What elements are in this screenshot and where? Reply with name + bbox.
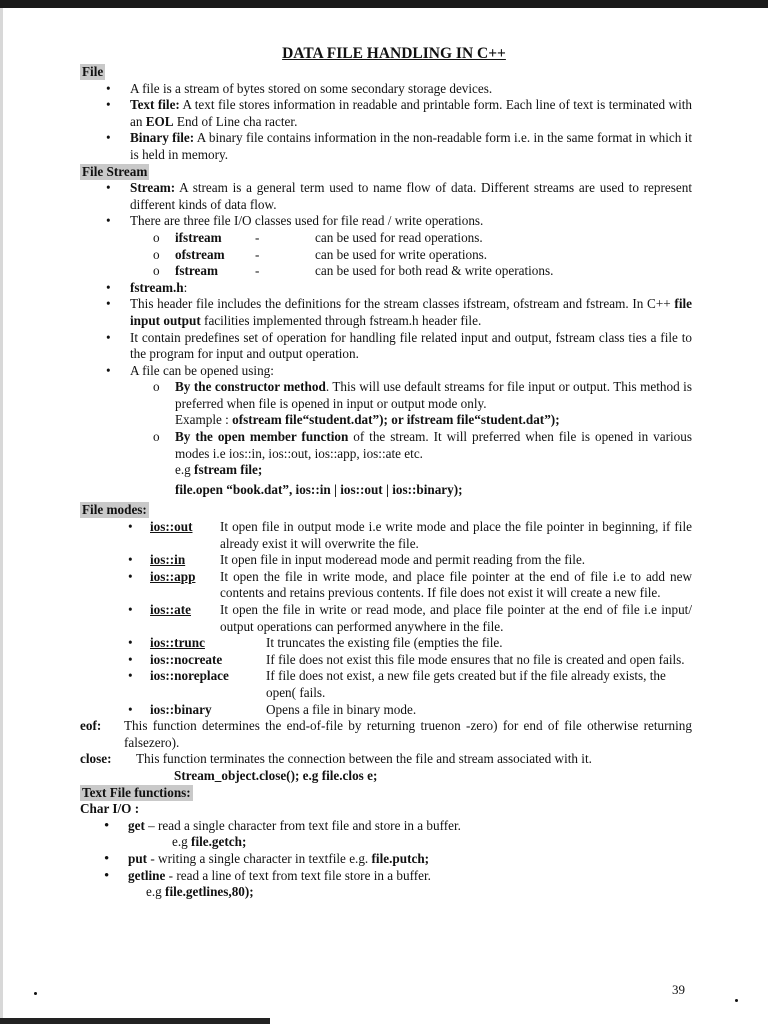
mode-item: • ios::in It open file in input moderead mode and permit reading from the file. [128,552,586,568]
left-edge-shadow [0,8,3,1018]
section-heading-file-modes: File modes: [82,502,147,518]
scan-speck [735,999,738,1002]
document-page [80,44,692,901]
open-method-constructor: o By the constructor method. This will use default streams for file input or output. This method is preferred when file is opened in input or output mode only. Example : ofstream file“student.dat”); or ifstream file“student.dat”); [153,379,692,428]
mode-item: • ios::ate It open the file in write or read mode, and place file pointer at the end of file i.e input/ output operations can performed anywhere in the file. [128,602,692,634]
mode-item: • ios::nocreate If file does not exist this file mode ensures that no file is created and open fails. [128,651,685,667]
mode-item: • ios::noreplace If file does not exist, a new file gets created but if the file already exists, the open( fails. [128,668,666,700]
open-example: file.open “book.dat”, ios::in | ios::out | ios::binary); [175,481,463,497]
section-heading-text-file-functions: Text File functions: [82,784,191,800]
eof-description: eof: This function determines the end-of-file by returning truenon -zero) for end of file otherwise returning falsezero). [80,718,692,750]
function-get: • get – read a single character from text file and store in a buffer. [104,817,461,834]
close-example: Stream_object.close(); e.g file.clos e; [174,767,378,783]
scan-speck [34,992,37,995]
section-heading-file-stream: File Stream [82,163,148,179]
getline-example: e.g file.getlines,80); [146,884,254,900]
mode-item: • ios::trunc It truncates the existing file (empties the file. [128,635,503,651]
list-item: • There are three file I/O classes used for file read / write operations. [106,213,484,229]
get-example: e.g file.getch; [172,834,247,850]
char-io-heading: Char I/O : [80,801,140,817]
close-description: close: This function terminates the connection between the file and stream associated with it. [80,751,592,767]
class-row: o ifstream - can be used for read operations. [153,229,483,245]
open-method-member: o By the open member function of the stream. It will preferred when file is opened in various modes i.e ios::in, ios::out, ios::app, ios::ate etc. e.g fstream file; [153,429,692,478]
list-item: • This header file includes the definitions for the stream classes ifstream, ofstream and fstream. In C++ file input output facilities implemented through fstream.h header file. [106,296,692,328]
list-item: • It contain predefines set of operation for handling file related input and output, fstream class ties a file to the program for input and output operation. [106,329,692,362]
mode-item: • ios::binary Opens a file in binary mode. [128,701,417,717]
mode-item: • ios::app It open the file in write mode, and place file pointer at the end of file i.e to add new contents and retains previous contents. If file does not exist it will create a new file. [128,568,692,601]
list-item: • Text file: A text file stores information in readable and printable form. Each line of text is terminated with an EOL End of Line cha racter. [106,97,692,129]
page-number: 39 [672,982,685,997]
page-title: DATA FILE HANDLING IN C++ [282,45,506,62]
bottom-border [0,1018,270,1024]
function-put: • put - writing a single character in textfile e.g. file.putch; [104,850,430,867]
list-item: • A file is a stream of bytes stored on some secondary storage devices. [106,80,493,96]
class-row: o fstream - can be used for both read & write operations. [153,263,554,279]
mode-item: • ios::out It open file in output mode i.e write mode and place the file pointer in beginning, if file already exist it will overwrite the file. [128,519,692,551]
class-row: o ofstream - can be used for write operations. [153,246,488,262]
list-item: • Binary file: A binary file contains information in the non-readable form i.e. in the same format in which it is held in memory. [106,130,692,162]
function-getline: • getline - read a line of text from text file store in a buffer. [104,867,431,884]
list-item: • fstream.h: [106,279,188,295]
list-item: • A file can be opened using: [106,362,274,378]
section-heading-file: File [82,64,104,79]
list-item: • Stream: A stream is a general term used to name flow of data. Different streams are used to represent different kinds of data flow. [106,180,692,212]
top-border [0,0,768,8]
